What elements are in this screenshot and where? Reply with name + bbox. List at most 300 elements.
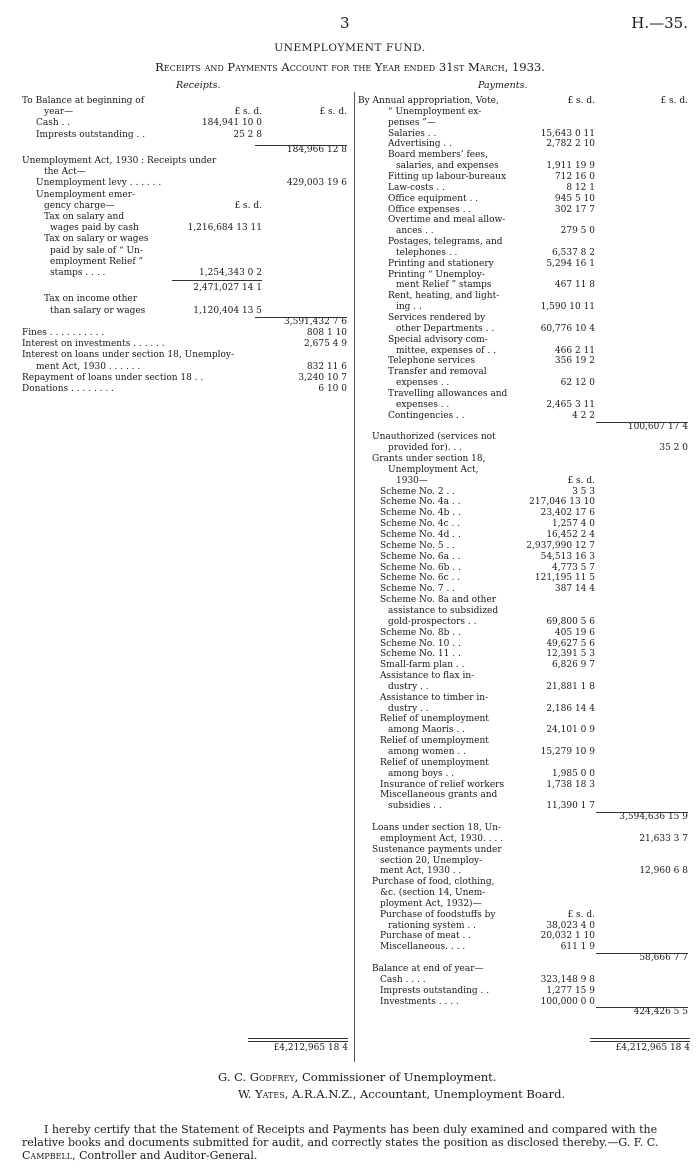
line-description: Printing and stationery [388,258,494,269]
currency-header: £ s. d. [567,475,595,486]
account-line [358,346,688,357]
line-description: Cash . . . . [380,974,426,985]
inner-amount: 6,537 8 2 [552,247,595,258]
inner-amount: 712 16 0 [554,171,595,182]
line-description: penses ”— [388,117,436,128]
line-description: Assistance to flax in- [380,671,475,682]
outer-amount: 3,591,432 7 6 [284,316,347,327]
inner-amount: 15,643 0 11 [540,128,595,139]
account-line [358,736,688,747]
line-description: Travelling allowances and [388,388,508,399]
subtotal-rule [255,317,347,318]
account-line [358,497,688,508]
account-line [358,118,688,129]
account-line [358,237,688,248]
account-line [358,248,688,259]
account-line [358,573,688,584]
account-line [358,563,688,574]
account-line [358,324,688,335]
inner-amount: 2,186 14 4 [546,703,595,714]
receipts-heading: Receipts. [176,80,221,91]
account-line [358,541,688,552]
account-line [358,530,688,541]
inner-amount: 2,471,027 14 1 [193,283,262,294]
outer-amount: 3,594,636 15 9 [619,812,688,823]
account-line [358,921,688,932]
account-line [22,190,347,201]
outer-amount: 100,607 17 4 [627,421,688,432]
account-line [358,183,688,194]
outer-amount: 2,675 4 9 [304,339,347,350]
account-line [358,801,688,812]
inner-amount: 21,881 1 8 [546,681,595,692]
inner-amount: 945 5 10 [554,193,595,204]
inner-amount: 2,782 2 10 [546,139,595,150]
account-line [358,335,688,346]
account-line [22,234,347,245]
line-description: ment Relief ” stamps [396,280,492,291]
inner-amount: 279 5 0 [560,226,595,237]
inner-amount: 302 17 7 [554,204,595,215]
line-description: section 20, Unemploy- [380,855,483,866]
account-line [358,856,688,867]
account-line [358,997,688,1008]
account-line [358,931,688,942]
line-description: &c. (section 14, Unem- [380,888,486,899]
inner-amount: 3 5 3 [572,486,595,497]
currency-header: £ s. d. [234,200,262,211]
account-line [358,747,688,758]
account-line [22,362,347,373]
line-description: Scheme No. 2 . . [380,486,456,497]
line-description: Tax on income other [44,294,137,305]
commissioner-title: , Commissioner of Unemployment. [294,1070,497,1084]
account-line [358,411,688,422]
inner-amount: 54,513 16 3 [540,551,595,562]
line-description: Scheme No. 10 . . [380,638,461,649]
subtotal-rule [596,953,688,954]
line-description: Scheme No. 8b . . [380,627,461,638]
account-line [358,704,688,715]
account-line [358,389,688,400]
inner-amount: 467 11 8 [554,280,595,291]
line-description: Law-costs . . [388,182,445,193]
account-line [358,682,688,693]
account-line [358,986,688,997]
line-description: Unemployment emer- [36,189,136,200]
account-line [22,350,347,361]
line-description: Office equipment . . [388,193,479,204]
commissioner-name: G. C. Godfrey [218,1070,295,1084]
account-line [358,671,688,682]
outer-amount: 184,966 12 8 [286,144,347,155]
account-line [358,270,688,281]
inner-amount: 60,776 10 4 [540,323,595,334]
line-description: than salary or wages [50,305,146,316]
line-description: Tax on salary and [44,212,125,222]
line-description: 1930— [396,475,428,486]
line-description: Services rendered by [388,313,486,323]
account-line [358,780,688,791]
document-reference: H.—35. [631,14,688,32]
outer-amount: 6 10 0 [318,384,347,394]
outer-amount: 808 1 10 [306,328,347,338]
accountant-title: , A.R.A.N.Z., Accountant, Unemployment Board. [284,1087,566,1101]
line-description: Fines . . . . . . . . . . [22,328,105,338]
account-line [22,246,347,257]
line-description: Relief of unemployment [380,714,489,725]
line-description: Scheme No. 4d . . [380,530,461,540]
payments-total: £4,212,965 18 4 [615,1043,690,1053]
line-description: Printing “ Unemploy- [388,269,485,280]
inner-amount: 1,911 19 9 [546,161,595,172]
currency-header: £ s. d. [660,96,688,106]
account-line [358,888,688,899]
account-line [358,107,688,118]
line-description: dustry . . [388,703,429,714]
outer-amount: 429,003 19 6 [286,178,347,189]
outer-amount: 424,426 5 5 [633,1007,688,1018]
page-number: 3 [340,14,350,32]
account-line [358,660,688,671]
outer-amount: 832 11 6 [306,361,347,372]
inner-amount: 1,985 0 0 [552,768,595,779]
line-description: Scheme No. 5 . . [380,540,456,551]
line-description: ployment Act, 1932)— [380,898,482,909]
currency-header: £ s. d. [567,909,595,920]
account-line [358,465,688,476]
account-line [358,487,688,498]
outer-amount: 21,633 3 7 [639,833,688,844]
inner-amount: 1,254,343 0 2 [199,268,262,278]
line-description: Loans under section 18, Un- [372,822,502,833]
line-description: ing . . [396,302,422,313]
inner-amount: 2,937,990 12 7 [526,540,595,551]
inner-amount: 1,216,684 13 11 [187,223,262,234]
line-description: provided for). . . [388,443,463,454]
outer-amount: 3,240 10 7 [298,372,347,383]
line-description: ances . . [396,226,434,237]
account-line [358,215,688,226]
account-line [358,823,688,834]
account-line [22,96,347,107]
account-line [358,194,688,205]
subtotal-rule [596,1007,688,1008]
account-line [22,107,347,118]
account-line [358,964,688,975]
account-line [22,130,347,141]
inner-amount: 1,120,404 13 5 [193,305,262,316]
line-description: Rent, heating, and light- [388,291,500,302]
line-description: Cash . . [36,118,71,129]
account-line [22,294,347,305]
line-description: Imprests outstanding . . [380,985,490,996]
account-line [358,519,688,530]
inner-amount: 100,000 0 0 [540,996,595,1007]
account-line [358,259,688,270]
account-line [358,129,688,140]
line-description: year— [44,107,74,118]
line-description: Telephone services [388,356,475,367]
account-line [358,476,688,487]
account-line [358,139,688,150]
subtotal-rule [596,422,688,423]
line-description: Interest on loans under section 18, Unemploy- [22,350,235,361]
inner-amount: 11,390 1 7 [546,801,595,812]
line-description: employment Relief ” [50,256,144,267]
line-description: employment Act, 1930. . . . [380,833,503,844]
outer-amount: 12,960 6 8 [639,866,688,877]
signature-accountant [238,1087,565,1101]
audit-certificate [22,1123,682,1162]
receipts-total: £4,212,965 18 4 [273,1043,348,1053]
account-line [22,145,347,156]
line-description: Purchase of food, clothing, [372,877,495,888]
line-description: By Annual appropriation, Vote, [358,96,499,106]
account-line [22,212,347,223]
subtotal-rule [596,812,688,813]
inner-amount: 23,402 17 6 [540,508,595,519]
account-line [358,953,688,964]
line-description: To Balance at beginning of [22,96,145,106]
account-line [22,167,347,178]
line-description: assistance to subsidized [388,605,499,616]
line-description: expenses . . [396,378,450,389]
line-description: dustry . . [388,681,429,692]
auditor-title: , Controller and Auditor-General. [72,1149,258,1162]
line-description: Unemployment Act, 1930 : Receipts under [22,156,217,166]
inner-amount: 69,800 5 6 [546,616,595,627]
line-description: Small-farm plan . . [380,660,465,671]
line-description: subsidies . . [388,801,442,812]
account-line [358,639,688,650]
line-description: Scheme No. 6a . . [380,551,461,562]
account-line [358,422,688,433]
account-line [358,356,688,367]
line-description: expenses . . [396,399,450,410]
line-description: Sustenance payments under [372,844,502,855]
line-description: paid by sale of “ Un- [50,245,143,256]
payments-total-rule [590,1038,690,1042]
line-description: Board members’ fees, [388,150,488,161]
inner-amount: 1,738 18 3 [546,779,595,790]
line-description: gency charge— [44,200,115,211]
inner-amount: 12,391 5 3 [546,649,595,660]
account-line [358,617,688,628]
account-line [22,118,347,129]
line-description: Unemployment levy . . . . . . [36,178,162,189]
line-description: ment Act, 1930 . . [380,866,462,877]
line-description: “ Unemployment ex- [388,106,482,117]
account-line [358,454,688,465]
account-line [358,280,688,291]
inner-amount: 62 12 0 [560,378,595,389]
currency-header: £ s. d. [234,107,262,118]
account-line [358,226,688,237]
account-line [22,257,347,268]
account-line [22,178,347,189]
inner-amount: 184,941 10 0 [201,118,262,129]
inner-amount: 1,277 15 9 [546,985,595,996]
account-line [358,443,688,454]
account-line [358,834,688,845]
account-line [358,291,688,302]
line-description: Scheme No. 4b . . [380,508,461,519]
account-line [358,161,688,172]
outer-amount: 58,666 7 7 [639,953,688,964]
account-line [358,845,688,856]
inner-amount: 15,279 10 9 [540,747,595,757]
account-line [358,877,688,888]
account-line [358,649,688,660]
account-line [358,975,688,986]
inner-amount: 356 19 2 [554,356,595,367]
line-description: among boys . . [388,768,455,779]
account-line [358,508,688,519]
inner-amount: 20,032 1 10 [540,931,595,942]
account-line [358,910,688,921]
account-line [22,373,347,384]
line-description: Insurance of relief workers [380,779,505,790]
line-description: stamps . . . . [50,268,106,278]
accountant-name: W. Yates [238,1087,285,1101]
inner-amount: 5,294 16 1 [546,258,595,269]
account-line [358,367,688,378]
line-description: Office expenses . . [388,204,472,215]
account-line [22,268,347,279]
line-description: mittee, expenses of . . [396,345,496,356]
inner-amount: 16,452 2 4 [546,530,595,540]
account-line [358,595,688,606]
certificate-text: I hereby certify that the Statement of Receipts and Payments has been duly examined and compared with the relative books and documents submitted for audit, and correctly states the position as disclosed thereby.— [22,1123,658,1149]
line-description: Scheme No. 4a . . [380,497,461,508]
line-description: rationing system . . [388,920,476,931]
line-description: Donations . . . . . . . . [22,384,114,394]
inner-amount: 6,826 9 7 [552,660,595,671]
account-line [358,584,688,595]
line-description: Miscellaneous. . . . [380,942,466,953]
line-description: Grants under section 18, [372,454,486,465]
account-line [358,693,688,704]
line-description: Tax on salary or wages [44,234,149,245]
inner-amount: 4 2 2 [572,410,595,421]
account-line [358,432,688,443]
line-description: Imprests outstanding . . [36,129,146,140]
account-line [22,339,347,350]
account-line [358,96,688,107]
line-description: salaries, and expenses [396,161,499,172]
account-line [22,156,347,167]
line-description: Assistance to timber in- [380,692,489,703]
line-description: Relief of unemployment [380,736,489,747]
line-description: Scheme No. 11 . . [380,649,461,660]
account-line [358,302,688,313]
account-line [358,790,688,801]
line-description: Repayment of loans under section 18 . . [22,372,204,383]
account-line [358,172,688,183]
inner-amount: 121,195 11 5 [534,573,595,584]
inner-amount: 611 1 9 [560,942,595,953]
line-description: Salaries . . [388,128,437,139]
account-line [22,283,347,294]
line-description: Unemployment Act, [388,464,479,475]
line-description: among Maoris . . [388,725,465,736]
line-description: gold-prospectors . . [388,616,477,627]
line-description: Scheme No. 6c . . [380,573,461,584]
account-line [358,400,688,411]
outer-amount: 35 2 0 [659,443,688,454]
inner-amount: 1,257 4 0 [552,519,595,530]
account-line [358,769,688,780]
inner-amount: 25 2 8 [233,129,262,140]
subtotal-rule [172,280,262,281]
line-description: Postages, telegrams, and [388,237,503,248]
line-description: the Act— [44,167,86,178]
account-line [358,552,688,563]
line-description: wages paid by cash [50,223,139,234]
inner-amount: 1,590 10 11 [540,302,595,313]
account-line [358,899,688,910]
line-description: Scheme No. 7 . . [380,584,456,595]
inner-amount: 8 12 1 [566,182,595,193]
line-description: Balance at end of year— [372,964,484,974]
account-line [22,384,347,395]
account-line [358,758,688,769]
line-description: Contingencies . . [388,410,465,421]
account-line [358,714,688,725]
signature-commissioner [218,1070,496,1084]
line-description: Purchase of meat . . [380,931,472,942]
line-description: Miscellaneous grants and [380,790,498,801]
line-description: Special advisory com- [388,334,488,345]
inner-amount: 323,148 9 8 [540,974,595,985]
inner-amount: 24,101 0 9 [546,725,595,736]
line-description: among women . . [388,747,466,757]
line-description: Investments . . . . [380,996,459,1007]
line-description: ment Act, 1930 . . . . . . [36,361,141,372]
line-description: Scheme No. 6b . . [380,562,461,573]
account-line [22,306,347,317]
inner-amount: 466 2 11 [554,345,595,356]
line-description: Overtime and meal allow- [388,215,506,226]
account-line [358,812,688,823]
inner-amount: 49,627 5 6 [546,638,595,649]
account-line [358,1007,688,1018]
inner-amount: 405 19 6 [554,627,595,638]
account-line [22,328,347,339]
account-line [358,606,688,617]
fund-title: UNEMPLOYMENT FUND. [274,42,426,54]
auditor-name: G. F. C. Campbell [22,1136,659,1162]
inner-amount: 2,465 3 11 [546,399,595,410]
account-line [358,725,688,736]
account-line [22,223,347,234]
line-description: other Departments . . [396,323,495,334]
line-description: Relief of unemployment [380,757,489,768]
line-description: Scheme No. 4c . . [380,519,461,530]
account-line [358,628,688,639]
line-description: Unauthorized (services not [372,432,496,443]
payments-heading: Payments. [478,80,528,91]
account-line [358,313,688,324]
account-line [358,942,688,953]
subtotal-rule [255,145,347,146]
inner-amount: 217,046 13 10 [529,497,595,508]
line-description: Interest on investments . . . . . . [22,339,165,350]
account-line [22,201,347,212]
account-title: Receipts and Payments Account for the Year ended 31st March, 1933. [155,60,545,74]
receipts-total-rule [248,1038,348,1042]
